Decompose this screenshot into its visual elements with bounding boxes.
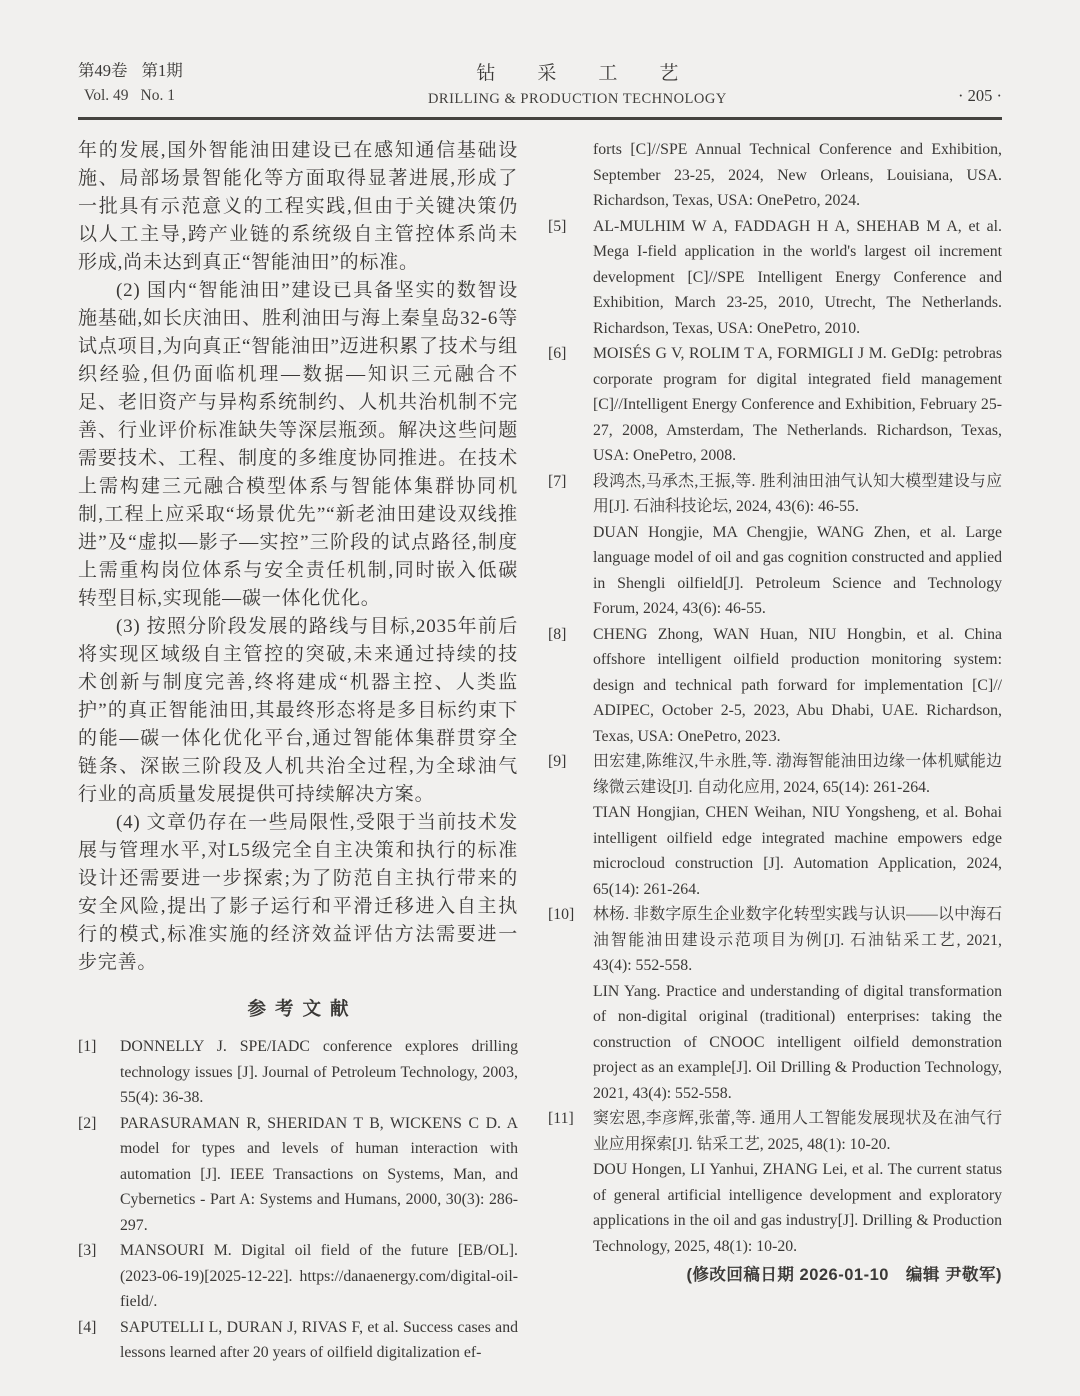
page-header: [78, 58, 1002, 108]
journal-title-block: [428, 58, 727, 108]
reference-text: CHENG Zhong, WAN Huan, NIU Hongbin, et al. China offshore intelligent oilfield production monitoring system: design and technical path forward for implementation [C]// ADIPEC, October 2-5, 2023, Abu Dhabi, UAE. Richardson, Texas, USA: OnePetro, 2023.: [593, 625, 1002, 745]
references-heading: 参考文献: [247, 1000, 358, 1020]
reference-body: [120, 1111, 518, 1239]
reference-text: MOISÉS G V, ROLIM T A, FORMIGLI J M. GeDIg: petrobras corporate program for digital integrated field management [C]//Intelligent Energy Conference and Exhibition, February 25-27, 2008, Amsterdam, The Netherlands. Richardson, Texas, USA: OnePetro, 2008.: [593, 345, 1002, 464]
volume-issue-block: [78, 59, 197, 108]
reference-body: [593, 469, 1002, 622]
volume-issue-en: [78, 84, 197, 108]
left-column: [78, 137, 518, 1366]
reference-label: [2]: [78, 1114, 97, 1132]
content-columns: [78, 137, 1002, 1366]
reference-text-en: DOU Hongen, LI Yanhui, ZHANG Lei, et al. The current status of general artificial intelligence development and exploratory applications in the oil and gas industry[J]. Drilling & Production Technology, 2025, 48(1): 10-20.: [593, 1161, 1002, 1255]
reference-body: [593, 622, 1002, 750]
reference-item-continuation: [548, 137, 1002, 214]
reference-text-cn: 窦宏恩,李彦辉,张蕾,等. 通用人工智能发展现状及在油气行业应用探索[J]. 钻采工艺, 2025, 48(1): 10-20.: [593, 1110, 1002, 1153]
reference-text: forts [C]//SPE Annual Technical Conference and Exhibition, September 23-25, 2024, New Orleans, Louisiana, USA. Richardson, Texas, USA: OnePetro, 2024.: [593, 141, 1002, 209]
volume-en: Vol. 49: [84, 87, 129, 104]
reference-item: [78, 1111, 518, 1239]
reference-body: [120, 1238, 518, 1315]
reference-body: [593, 749, 1002, 902]
reference-text: MANSOURI M. Digital oil field of the future [EB/OL]. (2023-06-19)[2025-12-22]. https://danaenergy.com/digital-oil-field/.: [120, 1242, 518, 1310]
journal-title-en: DRILLING & PRODUCTION TECHNOLOGY: [427, 91, 727, 107]
reference-text: SAPUTELLI L, DURAN J, RIVAS F, et al. Success cases and lessons learned after 20 years of oilfield digitalization ef-: [120, 1318, 518, 1361]
right-column: [548, 137, 1002, 1366]
reference-body: [120, 1315, 518, 1366]
reference-text-en: LIN Yang. Practice and understanding of digital transformation of non-digital original (traditional) enterprises: taking the construction of CNOOC intelligent oilfield demonstration project as an example[J]. Oil Drilling & Production Technology, 2021, 43(4): 552-558.: [593, 982, 1002, 1102]
reference-body: [593, 902, 1002, 1106]
reference-text-en: TIAN Hongjian, CHEN Weihan, NIU Yongsheng, et al. Bohai intelligent oilfield edge integrated machine empowers edge microcloud construction [J]. Automation Application, 2024, 65(14): 261-264.: [593, 804, 1002, 898]
reference-label: [10]: [548, 906, 575, 923]
reference-body: [593, 214, 1002, 342]
header-rule: [78, 117, 1002, 120]
reference-item: [548, 902, 1002, 1106]
volume-issue-cn: [78, 59, 197, 84]
reference-body: [593, 341, 1002, 469]
reference-text-cn: 林杨. 非数字原生企业数字化转型实践与认识——以中海石油智能油田建设示范项目为例[J]. 石油钻采工艺, 2021, 43(4): 552-558.: [593, 906, 1002, 974]
reference-label: [11]: [548, 1110, 574, 1127]
reference-label: [4]: [78, 1318, 97, 1336]
journal-title-cn: 钻采工艺: [476, 63, 721, 84]
reference-text-en: DUAN Hongjie, MA Chengjie, WANG Zhen, et al. Large language model of oil and gas cognition constructed and applied in Shengli oilfield[J]. Petroleum Science and Technology Forum, 2024, 43(6): 46-55.: [593, 523, 1002, 617]
reference-item: [78, 1238, 518, 1315]
reference-item: [548, 622, 1002, 750]
reference-text-cn: 段鸿杰,马承杰,王振,等. 胜利油田油气认知大模型建设与应用[J]. 石油科技论坛, 2024, 43(6): 46-55.: [593, 472, 1002, 515]
volume-cn: 第49卷: [78, 61, 128, 80]
reference-item: [78, 1315, 518, 1366]
reference-body: [593, 1106, 1002, 1259]
body-paragraph: (3) 按照分阶段发展的路线与目标,2035年前后将实现区域级自主管控的突破,未来通过持续的技术创新与制度完善,终将建成“机器主控、人类监护”的真正智能油田,其最终形态将是多目标约束下的能—碳一体化优化平台,通过智能体集群贯穿全链条、深嵌三阶段及人机共治全过程,为全球油气行业的高质量发展提供可持续解决方案。: [78, 616, 518, 805]
reference-label: [7]: [548, 472, 567, 490]
reference-label: [8]: [548, 625, 567, 643]
reference-label: [3]: [78, 1242, 97, 1259]
reference-text: PARASURAMAN R, SHERIDAN T B, WICKENS C D. A model for types and levels of human interaction with automation [J]. IEEE Transactions on Systems, Man, and Cybernetics - Part A: Systems and Humans, 2000, 30(3): 286-297.: [120, 1114, 518, 1234]
reference-item: [548, 469, 1002, 622]
reference-text: AL-MULHIM W A, FADDAGH H A, SHEHAB M A, et al. Mega I-field application in the world's largest oil increment development [C]//SPE Intelligent Energy Conference and Exhibition, March 23-25, 2010, Utrecht, The Netherlands. Richardson, Texas, USA: OnePetro, 2010.: [593, 217, 1002, 337]
issue-en: No. 1: [140, 87, 175, 104]
body-paragraph: 年的发展,国外智能油田建设已在感知通信基础设施、局部场景智能化等方面取得显著进展,形成了一批具有示范意义的工程实践,但由于关键决策仍以人工主导,跨产业链的系统级自主管控体系尚未形成,尚未达到真正“智能油田”的标准。: [78, 140, 518, 273]
body-paragraph: (4) 文章仍存在一些局限性,受限于当前技术发展与管理水平,对L5级完全自主决策和执行的标准设计还需要进一步探索;为了防范自主执行带来的安全风险,提出了影子运行和平滑迁移进入自主执行的模式,标准实施的经济效益评估方法需要进一步完善。: [78, 812, 518, 973]
revision-editor-note: (修改回稿日期 2026-01-10 编辑 尹敬军): [686, 1266, 1002, 1284]
reference-body: [120, 1034, 518, 1111]
reference-label: [5]: [548, 217, 567, 235]
reference-label: [6]: [548, 345, 567, 362]
reference-body: [548, 137, 1002, 214]
reference-text-cn: 田宏建,陈维汉,牛永胜,等. 渤海智能油田边缘一体机赋能边缘微云建设[J]. 自动化应用, 2024, 65(14): 261-264.: [593, 753, 1002, 796]
reference-item: [78, 1034, 518, 1111]
issue-cn: 第1期: [141, 61, 183, 80]
reference-text: DONNELLY J. SPE/IADC conference explores drilling technology issues [J]. Journal of Petroleum Technology, 2003, 55(4): 36-38.: [120, 1038, 518, 1106]
page-number: · 205 ·: [958, 86, 1002, 105]
reference-label: [1]: [78, 1038, 97, 1055]
reference-label: [9]: [548, 753, 567, 770]
reference-item: [548, 1106, 1002, 1259]
reference-item: [548, 214, 1002, 342]
body-paragraph: (2) 国内“智能油田”建设已具备坚实的数智设施基础,如长庆油田、胜利油田与海上秦皇岛32-6等试点项目,为向真正“智能油田”迈进积累了技术与组织经验,但仍面临机理—数据—知识三元融合不足、老旧资产与异构系统制约、人机共治机制不完善、行业评价标准缺失等深层瓶颈。解决这些问题需要技术、工程、制度的多维度协同推进。在技术上需构建三元融合模型体系与智能体集群协同机制,工程上应采取“场景优先”“新老油田建设双线推进”及“虚拟—影子—实控”三阶段的试点路径,制度上需重构岗位体系与安全责任机制,同时嵌入低碳转型目标,实现能—碳一体化优化。: [78, 280, 518, 609]
reference-item: [548, 749, 1002, 902]
reference-item: [548, 341, 1002, 469]
